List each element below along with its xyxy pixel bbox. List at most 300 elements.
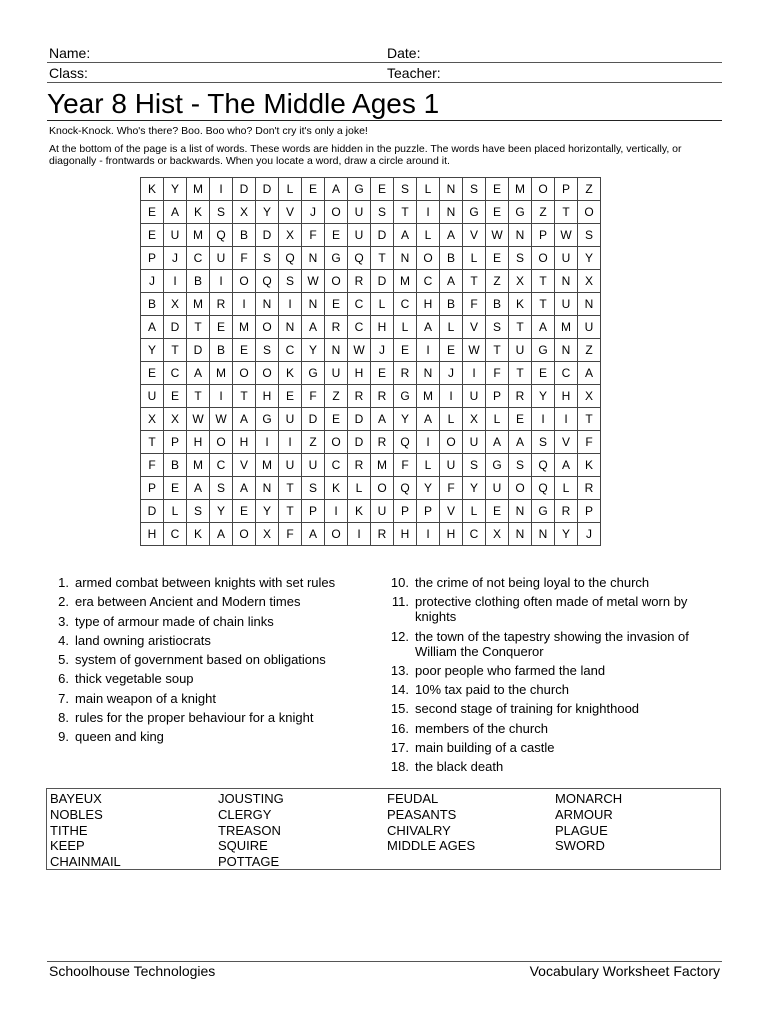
clue-text: protective clothing often made of metal worn by knights [415,594,688,625]
grid-cell: N [302,247,325,270]
grid-cell: T [578,408,601,431]
grid-cell: E [233,500,256,523]
grid-row [141,178,601,201]
grid-cell: R [325,316,348,339]
grid-cell: M [187,454,210,477]
clue-text: system of government based on obligations [75,652,326,668]
grid-cell: L [417,224,440,247]
grid-row [141,247,601,270]
grid-cell: D [187,339,210,362]
grid-cell: C [325,454,348,477]
grid-cell: N [394,247,417,270]
grid-cell: F [440,477,463,500]
grid-cell: X [279,224,302,247]
grid-row [141,362,601,385]
grid-cell: N [417,362,440,385]
grid-cell: P [394,500,417,523]
grid-cell: C [164,362,187,385]
grid-cell: R [371,523,394,546]
grid-cell: Y [394,408,417,431]
grid-cell: D [233,178,256,201]
grid-cell: E [164,385,187,408]
grid-cell: L [164,500,187,523]
page-title: Year 8 Hist - The Middle Ages 1 [47,88,440,119]
grid-cell: J [164,247,187,270]
grid-cell: S [279,270,302,293]
clue-number: 9. [58,729,69,745]
grid-cell: E [486,201,509,224]
grid-cell: V [279,201,302,224]
grid-cell: C [348,293,371,316]
grid-cell: Q [532,454,555,477]
grid-cell: I [210,270,233,293]
word-bank-column [50,791,121,870]
grid-cell: L [440,316,463,339]
grid-row [141,431,601,454]
grid-cell: E [141,224,164,247]
word-bank [46,788,721,870]
word-bank-item: PLAGUE [555,822,608,838]
grid-cell: U [371,500,394,523]
grid-cell: M [394,270,417,293]
grid-cell: L [486,408,509,431]
grid-cell: I [532,408,555,431]
clue-number: 10. [390,575,409,590]
grid-cell: A [187,477,210,500]
grid-cell: M [555,316,578,339]
word-bank-column [218,791,284,870]
grid-cell: O [509,477,532,500]
grid-cell: T [279,500,302,523]
grid-cell: B [486,293,509,316]
grid-cell: F [578,431,601,454]
grid-cell: A [509,431,532,454]
grid-cell: E [210,316,233,339]
grid-cell: G [348,178,371,201]
grid-cell: T [532,270,555,293]
grid-cell: Z [532,201,555,224]
grid-cell: V [463,316,486,339]
footer-left: Schoolhouse Technologies [49,963,216,979]
grid-cell: X [233,201,256,224]
grid-cell: P [578,500,601,523]
grid-cell: S [187,500,210,523]
grid-row [141,523,601,546]
clue-item [47,710,377,725]
clue-text: poor people who farmed the land [415,662,606,678]
grid-cell: O [371,477,394,500]
clue-text: the crime of not being loyal to the church [415,575,650,590]
grid-cell: H [187,431,210,454]
grid-cell: Q [394,477,417,500]
grid-cell: U [302,454,325,477]
clue-text: 10% tax paid to the church [415,682,569,698]
grid-row [141,270,601,293]
word-bank-column [555,791,622,854]
grid-cell: T [187,316,210,339]
grid-cell: D [348,431,371,454]
grid-cell: A [532,316,555,339]
grid-cell: K [187,201,210,224]
clue-text: land owning aristiocrats [75,632,211,648]
grid-cell: G [394,385,417,408]
clue-text: queen and king [75,729,164,745]
clue-item [387,575,707,590]
grid-cell: S [463,454,486,477]
grid-cell: C [210,454,233,477]
grid-cell: P [486,385,509,408]
word-search-grid [140,177,601,546]
grid-cell: G [509,201,532,224]
grid-cell: P [164,431,187,454]
grid-cell: N [256,293,279,316]
grid-cell: B [210,339,233,362]
grid-cell: Y [141,339,164,362]
grid-cell: P [532,224,555,247]
grid-cell: S [578,224,601,247]
grid-cell: S [210,477,233,500]
header-divider [47,62,722,63]
grid-cell: U [555,247,578,270]
grid-cell: O [325,523,348,546]
grid-cell: I [210,178,233,201]
grid-cell: U [279,454,302,477]
grid-cell: B [141,293,164,316]
grid-cell: D [256,178,279,201]
clue-number: 15. [390,701,409,717]
grid-cell: A [555,454,578,477]
grid-cell: F [394,454,417,477]
word-bank-item: MONARCH [555,791,623,806]
grid-cell: N [532,523,555,546]
grid-cell: H [417,293,440,316]
header-divider [47,82,722,83]
grid-cell: N [555,339,578,362]
grid-cell: W [302,270,325,293]
date-label: Date: [387,45,421,61]
word-bank-item: FEUDAL [387,791,439,806]
clue-number: 6. [58,671,69,687]
grid-cell: H [141,523,164,546]
grid-cell: D [371,224,394,247]
grid-cell: I [164,270,187,293]
grid-cell: Q [256,270,279,293]
grid-cell: E [486,500,509,523]
grid-cell: L [279,178,302,201]
grid-cell: O [256,316,279,339]
clue-number: 14. [390,682,409,698]
word-bank-item: ARMOUR [555,806,613,822]
footer-right: Vocabulary Worksheet Factory [529,963,720,979]
grid-cell: A [417,408,440,431]
grid-cell: C [279,339,302,362]
grid-cell: L [463,500,486,523]
grid-cell: N [325,339,348,362]
grid-cell: O [417,247,440,270]
grid-cell: U [578,316,601,339]
grid-cell: U [463,431,486,454]
clue-item [387,629,707,659]
grid-row [141,316,601,339]
clue-text: second stage of training for knighthood [415,701,640,717]
grid-cell: Y [417,477,440,500]
clue-text: thick vegetable soup [75,671,194,687]
grid-cell: A [486,431,509,454]
grid-cell: E [141,362,164,385]
grid-cell: C [417,270,440,293]
word-bank-item: MIDDLE AGES [387,838,476,854]
grid-cell: Z [325,385,348,408]
grid-cell: H [371,316,394,339]
word-bank-column [387,791,475,854]
grid-cell: I [417,201,440,224]
grid-cell: J [578,523,601,546]
grid-cell: E [532,362,555,385]
grid-cell: K [578,454,601,477]
clue-item [47,729,377,744]
grid-cell: E [371,362,394,385]
grid-cell: Q [532,477,555,500]
grid-cell: N [302,293,325,316]
clue-text: the town of the tapestry showing the invasion of William the Conqueror [415,628,689,659]
grid-cell: Y [256,500,279,523]
grid-cell: O [325,431,348,454]
grid-cell: G [302,362,325,385]
grid-cell: S [256,247,279,270]
grid-cell: I [233,293,256,316]
grid-cell: E [141,201,164,224]
grid-cell: P [417,500,440,523]
teacher-label: Teacher: [387,65,441,81]
grid-cell: F [486,362,509,385]
grid-cell: Q [279,247,302,270]
grid-cell: A [440,224,463,247]
grid-cell: P [141,247,164,270]
grid-cell: T [463,270,486,293]
grid-cell: W [210,408,233,431]
grid-cell: A [210,523,233,546]
grid-cell: R [371,385,394,408]
grid-cell: S [509,454,532,477]
grid-cell: G [325,247,348,270]
grid-cell: J [440,362,463,385]
grid-cell: L [463,247,486,270]
word-bank-item: CHAINMAIL [50,854,121,870]
grid-cell: A [187,362,210,385]
grid-cell: G [532,339,555,362]
clue-item [47,652,377,667]
grid-cell: B [440,247,463,270]
grid-cell: D [302,408,325,431]
grid-cell: B [187,270,210,293]
grid-cell: I [417,523,440,546]
grid-cell: L [417,454,440,477]
grid-cell: E [325,408,348,431]
grid-cell: T [486,339,509,362]
grid-cell: Q [348,247,371,270]
grid-cell: E [302,178,325,201]
grid-cell: K [141,178,164,201]
grid-cell: R [394,362,417,385]
grid-cell: M [371,454,394,477]
title-divider [47,120,722,121]
clue-item [47,575,377,590]
grid-cell: Q [394,431,417,454]
word-bank-item: NOBLES [50,806,103,822]
grid-cell: Q [210,224,233,247]
grid-cell: C [187,247,210,270]
clue-number: 16. [390,720,409,736]
grid-cell: E [440,339,463,362]
grid-cell: E [371,178,394,201]
grid-cell: C [394,293,417,316]
clue-item [47,691,377,706]
grid-cell: X [141,408,164,431]
grid-cell: E [164,477,187,500]
grid-cell: O [233,362,256,385]
grid-cell: U [463,385,486,408]
clue-item [387,701,707,716]
grid-cell: P [302,500,325,523]
grid-cell: H [233,431,256,454]
grid-cell: M [210,362,233,385]
grid-cell: H [348,362,371,385]
clue-text: main weapon of a knight [75,690,216,706]
grid-cell: N [509,224,532,247]
grid-cell: F [141,454,164,477]
grid-cell: G [463,201,486,224]
grid-cell: Y [532,385,555,408]
grid-cell: T [233,385,256,408]
clue-item [47,594,377,609]
grid-cell: C [164,523,187,546]
grid-row [141,477,601,500]
clue-text: members of the church [415,720,548,736]
grid-cell: O [256,362,279,385]
clue-number: 4. [58,632,69,648]
grid-cell: U [279,408,302,431]
grid-cell: T [509,316,532,339]
word-bank-item: BAYEUX [50,791,102,806]
grid-row [141,224,601,247]
grid-cell: N [509,523,532,546]
grid-cell: I [440,385,463,408]
grid-cell: R [578,477,601,500]
grid-cell: I [279,431,302,454]
grid-cell: K [348,500,371,523]
grid-cell: M [187,178,210,201]
grid-cell: I [325,500,348,523]
grid-cell: N [440,178,463,201]
grid-cell: B [440,293,463,316]
grid-cell: Y [578,247,601,270]
grid-cell: L [371,293,394,316]
grid-cell: C [463,523,486,546]
clue-number: 12. [390,628,409,644]
grid-cell: S [210,201,233,224]
grid-cell: E [509,408,532,431]
grid-cell: M [187,293,210,316]
grid-cell: J [371,339,394,362]
grid-cell: D [141,500,164,523]
grid-cell: O [578,201,601,224]
grid-cell: Y [164,178,187,201]
grid-cell: T [164,339,187,362]
grid-cell: J [141,270,164,293]
grid-cell: M [233,316,256,339]
clue-number: 1. [58,575,69,590]
grid-cell: V [463,224,486,247]
clue-item [47,671,377,686]
grid-cell: J [302,201,325,224]
grid-cell: Y [210,500,233,523]
grid-cell: E [325,293,348,316]
grid-cell: X [164,408,187,431]
grid-cell: R [348,270,371,293]
grid-cell: L [417,178,440,201]
joke-text: Knock-Knock. Who's there? Boo. Boo who? Don't cry it's only a joke! [49,125,368,137]
clue-item [387,721,707,736]
grid-cell: I [279,293,302,316]
grid-cell: C [348,316,371,339]
grid-cell: C [555,362,578,385]
grid-cell: G [532,500,555,523]
word-bank-item: CHIVALRY [387,822,451,838]
grid-cell: K [279,362,302,385]
grid-cell: V [440,500,463,523]
grid-cell: K [509,293,532,316]
grid-cell: L [394,316,417,339]
word-bank-item: KEEP [50,838,85,854]
grid-cell: U [141,385,164,408]
grid-cell: L [555,477,578,500]
grid-cell: D [256,224,279,247]
word-bank-item: TREASON [218,822,281,838]
grid-cell: L [348,477,371,500]
grid-cell: A [302,316,325,339]
grid-cell: R [371,431,394,454]
grid-cell: U [325,362,348,385]
instructions-text: At the bottom of the page is a list of words. These words are hidden in the puzzle. The words have been placed horizontally, vertically, or diagonally - frontwards or backwards. When you locate a word, draw a circle around it. [49,143,682,167]
grid-cell: X [256,523,279,546]
grid-cell: O [532,178,555,201]
grid-cell: U [440,454,463,477]
clue-item [387,740,707,755]
grid-cell: A [394,224,417,247]
grid-cell: A [578,362,601,385]
grid-cell: X [486,523,509,546]
grid-cell: P [141,477,164,500]
grid-cell: T [141,431,164,454]
grid-cell: I [348,523,371,546]
grid-cell: Y [256,201,279,224]
clue-text: main building of a castle [415,740,555,756]
grid-cell: I [210,385,233,408]
grid-cell: O [233,523,256,546]
grid-cell: Z [578,339,601,362]
grid-cell: I [463,362,486,385]
grid-cell: M [187,224,210,247]
grid-cell: E [279,385,302,408]
grid-cell: A [371,408,394,431]
grid-cell: S [256,339,279,362]
footer-divider [47,961,722,962]
grid-cell: H [555,385,578,408]
clue-number: 3. [58,613,69,629]
grid-cell: O [325,201,348,224]
grid-cell: U [509,339,532,362]
grid-cell: U [486,477,509,500]
